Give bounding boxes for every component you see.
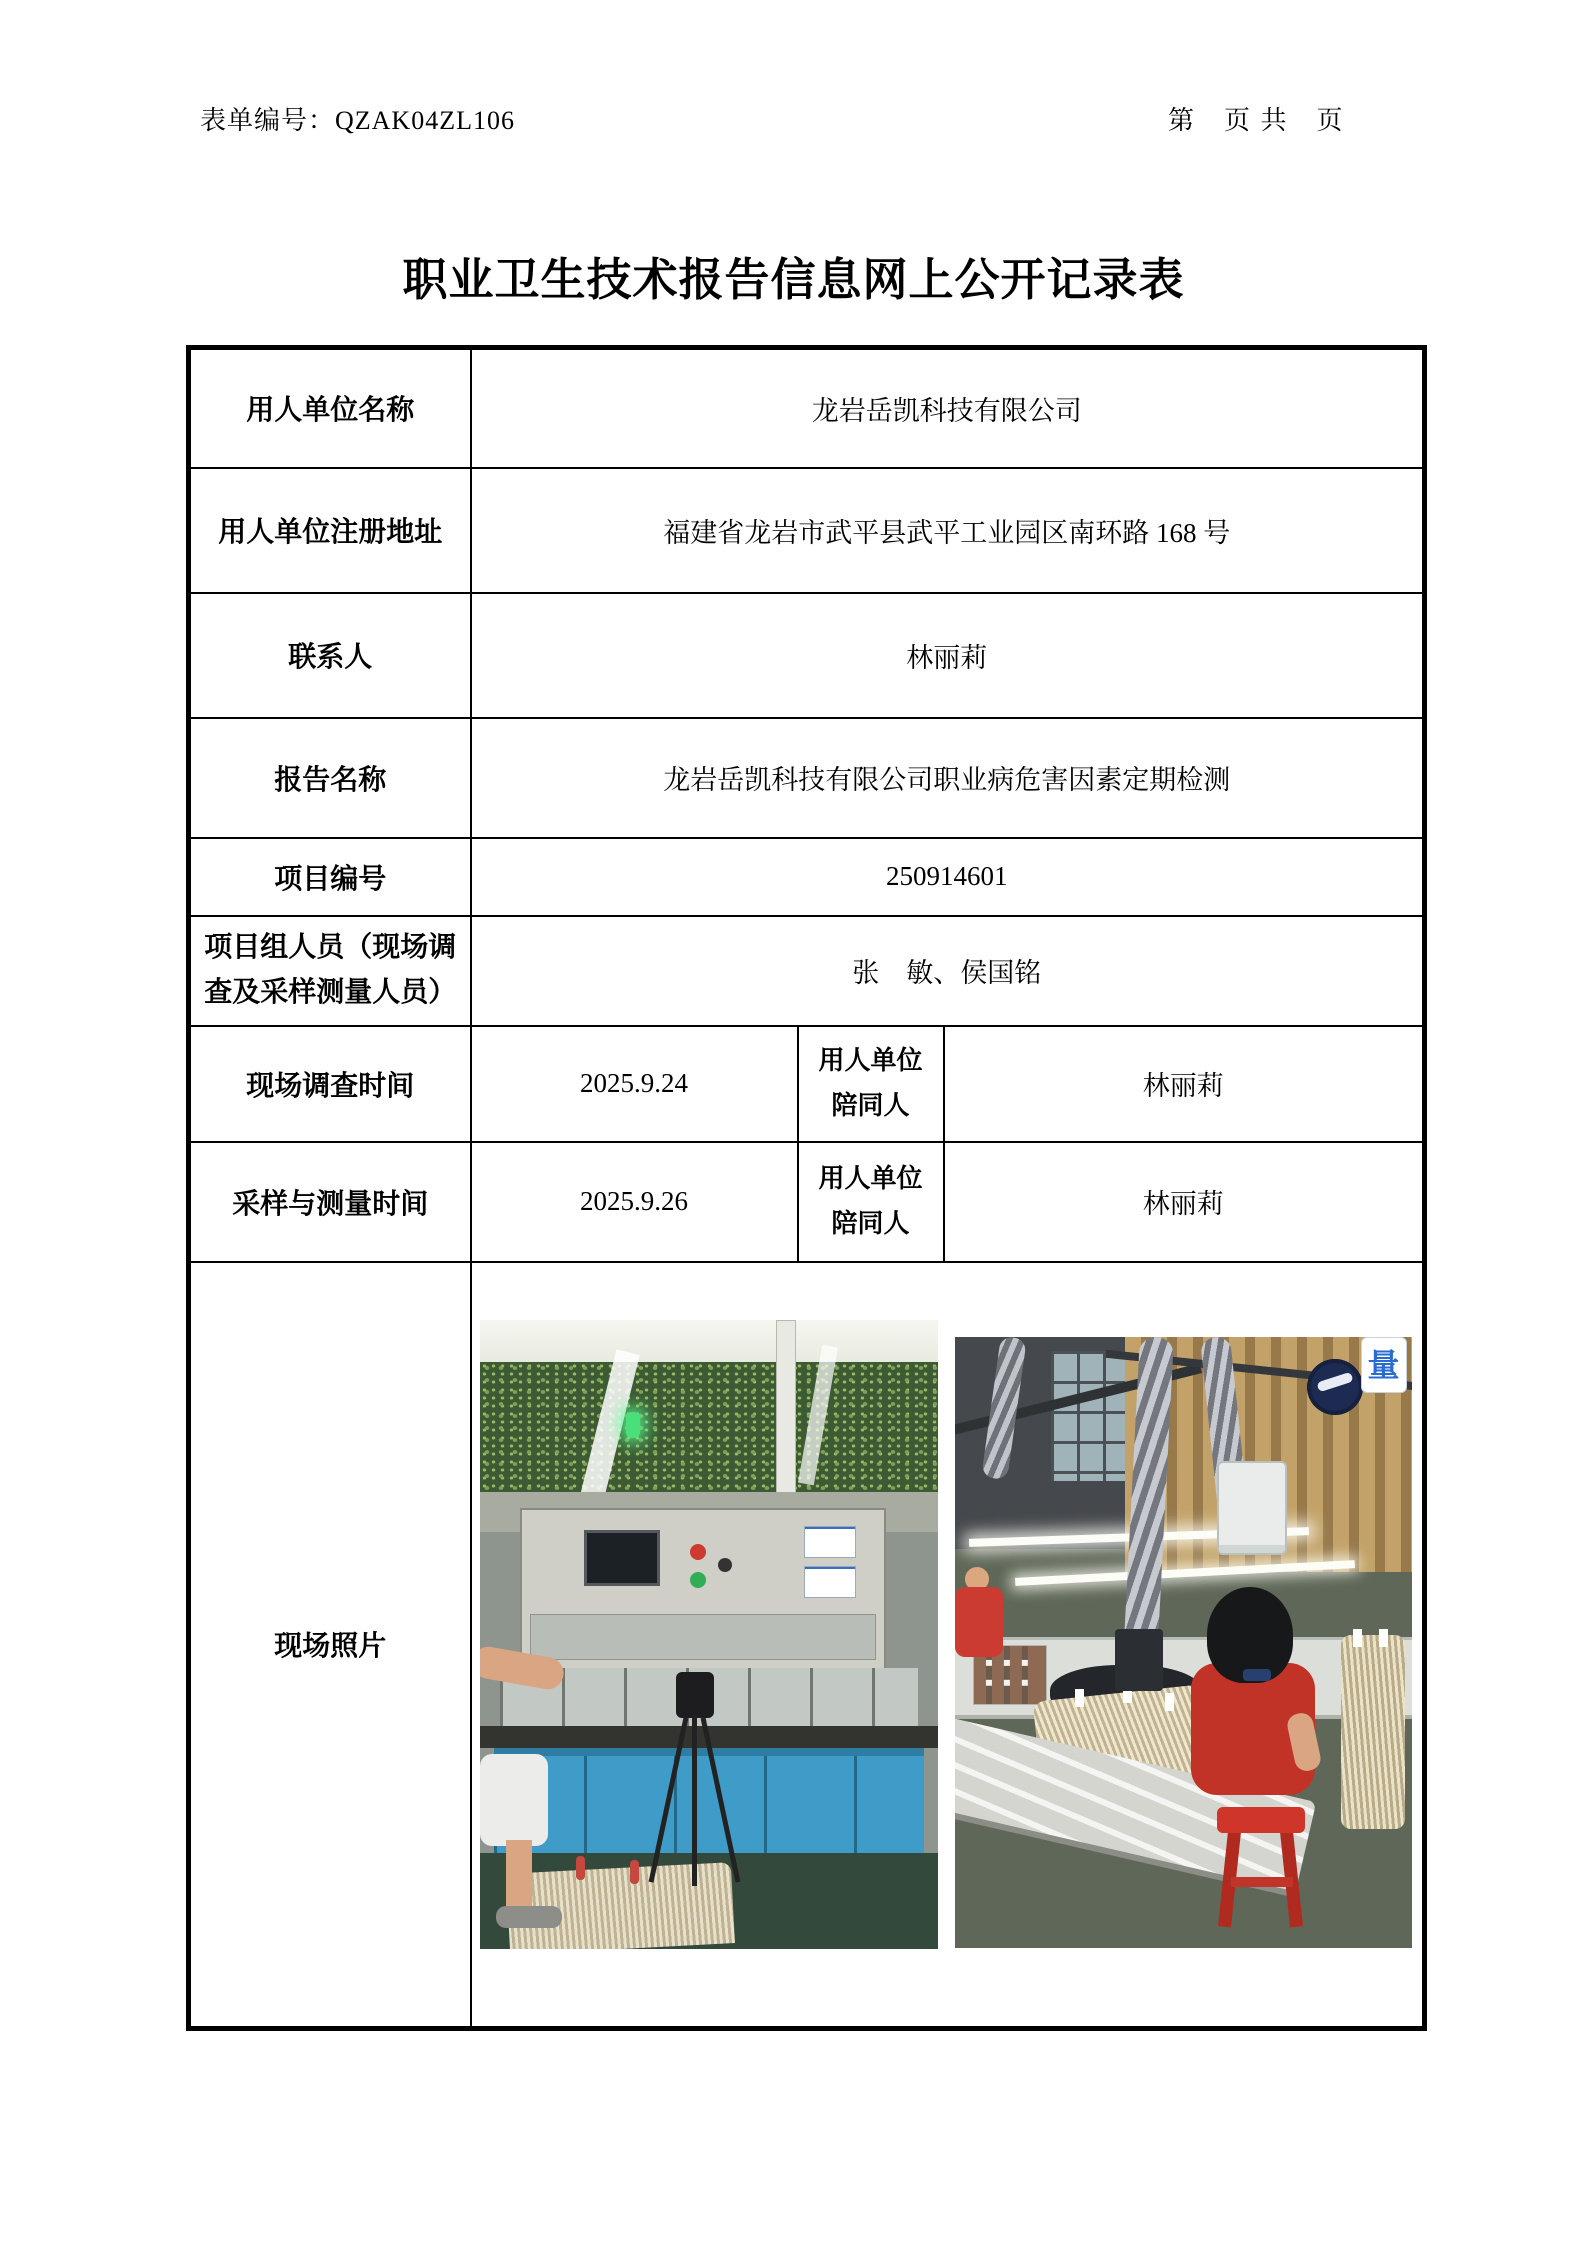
worker-collar (1243, 1669, 1271, 1681)
red-wire-tip (630, 1860, 639, 1884)
sampling-companion-label-text: 用人单位陪同人 (818, 1164, 923, 1238)
survey-companion-value: 林丽莉 (944, 1026, 1425, 1142)
label-plate (804, 1566, 856, 1598)
worker-leg (506, 1840, 532, 1912)
sampling-camera (676, 1672, 714, 1718)
row-site-photos (189, 1262, 1425, 2029)
project-number-label: 项目编号 (189, 838, 471, 916)
grid-window (1051, 1351, 1129, 1481)
report-name-value: 龙岩岳凯科技有限公司职业病危害因素定期检测 (471, 718, 1425, 838)
site-photo-workstation (955, 1337, 1412, 1948)
support-pole (776, 1320, 796, 1517)
worker-shoe (496, 1906, 562, 1928)
machine-body (520, 1508, 886, 1670)
stool-crossbar (1231, 1877, 1293, 1887)
row-registered-address (189, 468, 1425, 593)
project-team-label (189, 916, 471, 1026)
site-photo-machine (480, 1320, 938, 1949)
red-stool (1217, 1807, 1305, 1833)
red-button (690, 1544, 706, 1560)
row-report-name (189, 718, 1425, 838)
row-employer-name (189, 348, 1425, 468)
signal-lamp (626, 1412, 640, 1438)
hanging-cord-bundle (1341, 1635, 1405, 1829)
registered-address-label: 用人单位注册地址 (189, 468, 471, 593)
page-indicator: 第 页 共 页 (1168, 106, 1345, 135)
row-project-team (189, 916, 1425, 1026)
employer-name-value: 龙岩岳凯科技有限公司 (471, 348, 1425, 468)
second-worker (955, 1587, 1003, 1657)
sampling-time-value: 2025.9.26 (471, 1142, 798, 1262)
employer-name-label: 用人单位名称 (189, 348, 471, 468)
registered-address-value: 福建省龙岩市武平县武平工业园区南环路 168 号 (471, 468, 1425, 593)
survey-companion-label (798, 1026, 944, 1142)
tripod-leg (692, 1716, 697, 1886)
green-button (690, 1572, 706, 1588)
form-number: 表单编号：QZAK04ZL106 (200, 106, 515, 135)
row-survey-time (189, 1026, 1425, 1142)
row-sampling-time (189, 1142, 1425, 1262)
report-name-label: 报告名称 (189, 718, 471, 838)
record-table (186, 345, 1427, 2031)
site-photos-label: 现场照片 (189, 1262, 471, 2029)
survey-time-label: 现场调查时间 (189, 1026, 471, 1142)
survey-time-value: 2025.9.24 (471, 1026, 798, 1142)
cord-tag (1075, 1689, 1084, 1707)
cord-tag (1353, 1629, 1362, 1647)
project-team-value: 张 敏、侯国铭 (471, 916, 1425, 1026)
cord-tag (1165, 1693, 1174, 1711)
sampling-companion-value: 林丽莉 (944, 1142, 1425, 1262)
label-plate (804, 1526, 856, 1558)
red-wire-tip (576, 1856, 585, 1880)
sampling-companion-label (798, 1142, 944, 1262)
air-conditioner-unit (1217, 1461, 1287, 1555)
project-team-label-text: 项目组人员（现场调查及采样测量人员） (204, 931, 457, 1008)
sampling-device (1115, 1629, 1163, 1691)
brand-badge (1307, 1359, 1363, 1415)
machine-subpanel (530, 1614, 876, 1660)
contact-person-label: 联系人 (189, 593, 471, 718)
survey-companion-label-text: 用人单位陪同人 (818, 1046, 923, 1120)
dark-button (718, 1558, 732, 1572)
site-photos-cell (471, 1262, 1425, 2029)
row-project-number (189, 838, 1425, 916)
row-contact-person (189, 593, 1425, 718)
project-number-value: 250914601 (471, 838, 1425, 916)
blue-cabinets (494, 1748, 924, 1853)
worker-shorts (480, 1754, 548, 1846)
badge-mark (1316, 1371, 1353, 1392)
machine-screen (584, 1530, 660, 1586)
foliage-wall (480, 1362, 938, 1494)
cord-tag (1379, 1629, 1388, 1647)
sampling-time-label: 采样与测量时间 (189, 1142, 471, 1262)
contact-person-value: 林丽莉 (471, 593, 1425, 718)
blue-character-badge: 量 (1361, 1337, 1407, 1393)
document-title: 职业卫生技术报告信息网上公开记录表 (402, 255, 1185, 305)
